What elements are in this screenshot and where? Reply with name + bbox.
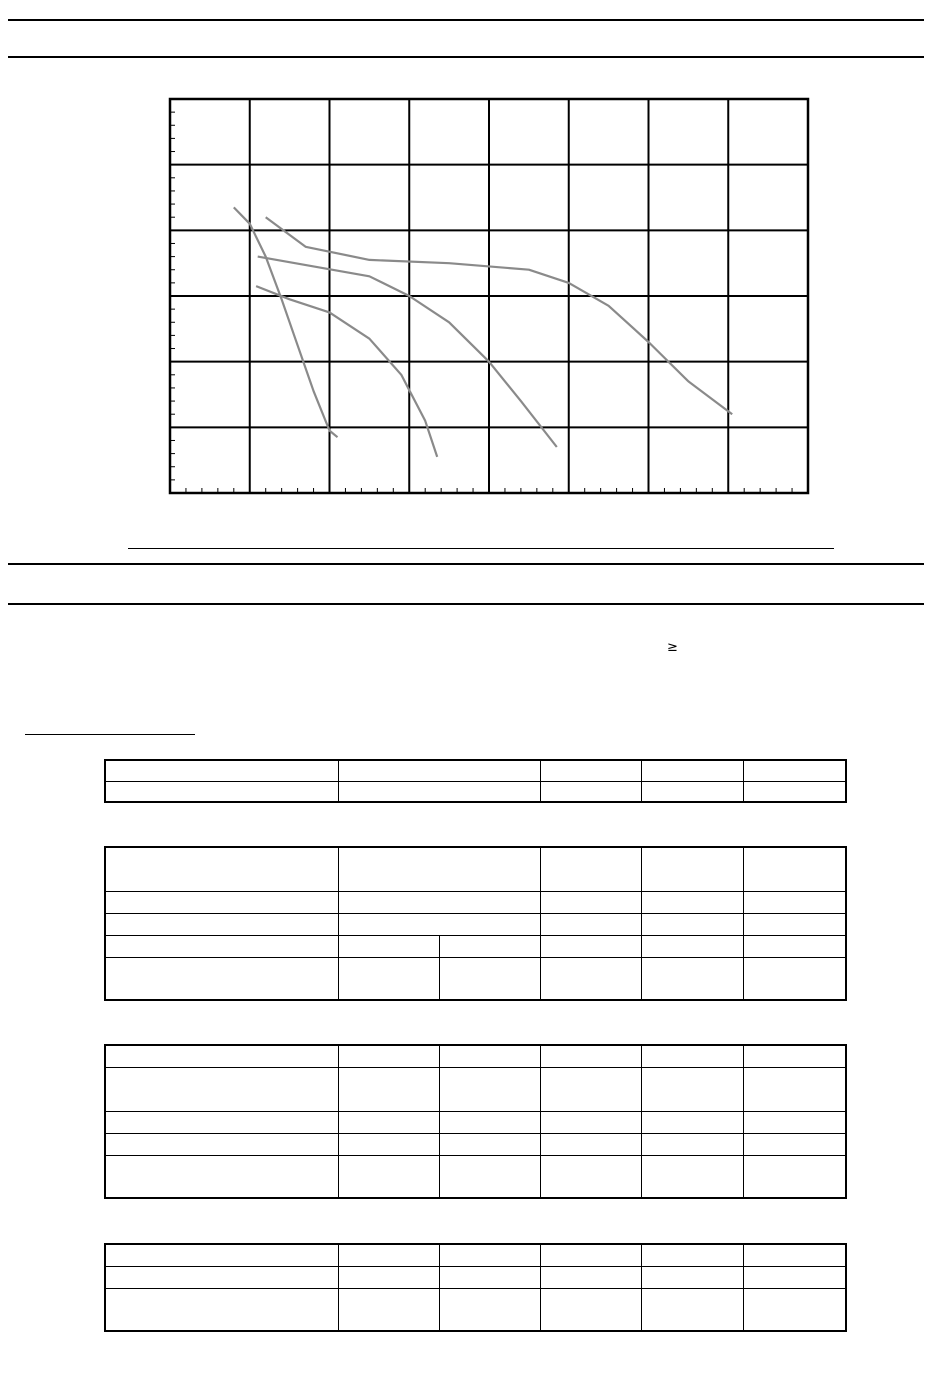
table-cell bbox=[743, 1266, 846, 1288]
table-row bbox=[105, 1155, 846, 1198]
table-cell bbox=[105, 1266, 338, 1288]
table-cell bbox=[338, 1155, 439, 1198]
table-cell bbox=[743, 1067, 846, 1111]
table-cell bbox=[105, 760, 338, 781]
table-cell bbox=[641, 1045, 743, 1067]
table-cell bbox=[338, 1067, 439, 1111]
table-cell bbox=[743, 1155, 846, 1198]
table-cell bbox=[338, 781, 540, 802]
table-cell bbox=[439, 1244, 540, 1266]
table-cell bbox=[338, 913, 540, 935]
table-cell bbox=[439, 1133, 540, 1155]
table-cell bbox=[540, 847, 641, 891]
table-cell bbox=[338, 935, 439, 957]
table-row bbox=[105, 1111, 846, 1133]
table-cell bbox=[641, 1133, 743, 1155]
table-cell bbox=[105, 847, 338, 891]
table-cell bbox=[338, 1244, 439, 1266]
table-cell bbox=[743, 1111, 846, 1133]
table-cell bbox=[439, 1266, 540, 1288]
table-row bbox=[105, 1266, 846, 1288]
table-cell bbox=[641, 1288, 743, 1331]
table-cell bbox=[338, 1266, 439, 1288]
table-cell bbox=[743, 1288, 846, 1331]
table-row bbox=[105, 1244, 846, 1266]
table-cell bbox=[105, 781, 338, 802]
table-row bbox=[105, 1288, 846, 1331]
spec-table-2 bbox=[104, 846, 847, 1001]
table-row bbox=[105, 891, 846, 913]
table-cell bbox=[743, 1133, 846, 1155]
table-cell bbox=[641, 935, 743, 957]
section-rule-bottom bbox=[8, 603, 924, 605]
table-cell bbox=[105, 957, 338, 1000]
table-cell bbox=[743, 1045, 846, 1067]
table-cell bbox=[338, 760, 540, 781]
greater-equal-symbol: ≥ bbox=[667, 640, 678, 655]
table-cell bbox=[641, 913, 743, 935]
table-cell bbox=[338, 1045, 439, 1067]
table-cell bbox=[105, 913, 338, 935]
table-cell bbox=[439, 1067, 540, 1111]
table-cell bbox=[105, 891, 338, 913]
table-cell bbox=[338, 1111, 439, 1133]
table-cell bbox=[439, 1045, 540, 1067]
table-cell bbox=[540, 781, 641, 802]
table-cell bbox=[540, 957, 641, 1000]
performance-curve-chart bbox=[160, 92, 820, 500]
header-rule-top bbox=[8, 19, 924, 21]
table-cell bbox=[540, 760, 641, 781]
header-rule-bottom bbox=[8, 56, 924, 58]
spec-table-3 bbox=[104, 1044, 847, 1199]
table-cell bbox=[439, 935, 540, 957]
table-row bbox=[105, 935, 846, 957]
table-cell bbox=[540, 1155, 641, 1198]
table-cell bbox=[105, 1111, 338, 1133]
table-cell bbox=[338, 957, 439, 1000]
table-cell bbox=[540, 1288, 641, 1331]
table-cell bbox=[540, 1133, 641, 1155]
table-cell bbox=[105, 1133, 338, 1155]
table-cell bbox=[641, 1155, 743, 1198]
table-cell bbox=[540, 1244, 641, 1266]
table-cell bbox=[641, 1111, 743, 1133]
table-cell bbox=[105, 1244, 338, 1266]
table-cell bbox=[743, 913, 846, 935]
table-row bbox=[105, 760, 846, 781]
table-cell bbox=[743, 1244, 846, 1266]
table-cell bbox=[540, 1111, 641, 1133]
table-cell bbox=[641, 1266, 743, 1288]
table-cell bbox=[105, 1155, 338, 1198]
table-cell bbox=[338, 1133, 439, 1155]
table-cell bbox=[743, 847, 846, 891]
table-row bbox=[105, 1045, 846, 1067]
section-heading-underline bbox=[25, 734, 195, 735]
table-cell bbox=[641, 891, 743, 913]
table-cell bbox=[338, 847, 540, 891]
table-row bbox=[105, 781, 846, 802]
table-row bbox=[105, 847, 846, 891]
spec-table-4 bbox=[104, 1243, 847, 1332]
table-cell bbox=[743, 935, 846, 957]
table-cell bbox=[540, 891, 641, 913]
chart-caption-rule bbox=[128, 548, 834, 549]
table-cell bbox=[540, 913, 641, 935]
table-row bbox=[105, 1067, 846, 1111]
table-cell bbox=[439, 1155, 540, 1198]
table-row bbox=[105, 1133, 846, 1155]
table-cell bbox=[641, 1067, 743, 1111]
table-cell bbox=[105, 1288, 338, 1331]
table-cell bbox=[540, 1045, 641, 1067]
table-cell bbox=[439, 1288, 540, 1331]
table-cell bbox=[540, 1266, 641, 1288]
table-cell bbox=[540, 935, 641, 957]
table-cell bbox=[743, 957, 846, 1000]
table-cell bbox=[338, 1288, 439, 1331]
table-cell bbox=[338, 891, 540, 913]
table-cell bbox=[105, 1045, 338, 1067]
table-cell bbox=[641, 847, 743, 891]
table-cell bbox=[641, 1244, 743, 1266]
table-cell bbox=[439, 1111, 540, 1133]
table-cell bbox=[540, 1067, 641, 1111]
section-rule-top bbox=[8, 563, 924, 565]
spec-table-1 bbox=[104, 759, 847, 803]
table-cell bbox=[743, 891, 846, 913]
table-cell bbox=[743, 760, 846, 781]
table-row bbox=[105, 913, 846, 935]
table-cell bbox=[105, 935, 338, 957]
table-cell bbox=[641, 957, 743, 1000]
table-cell bbox=[641, 760, 743, 781]
table-cell bbox=[743, 781, 846, 802]
table-cell bbox=[641, 781, 743, 802]
series-line-3 bbox=[258, 257, 557, 447]
table-row bbox=[105, 957, 846, 1000]
table-cell bbox=[439, 957, 540, 1000]
table-cell bbox=[105, 1067, 338, 1111]
